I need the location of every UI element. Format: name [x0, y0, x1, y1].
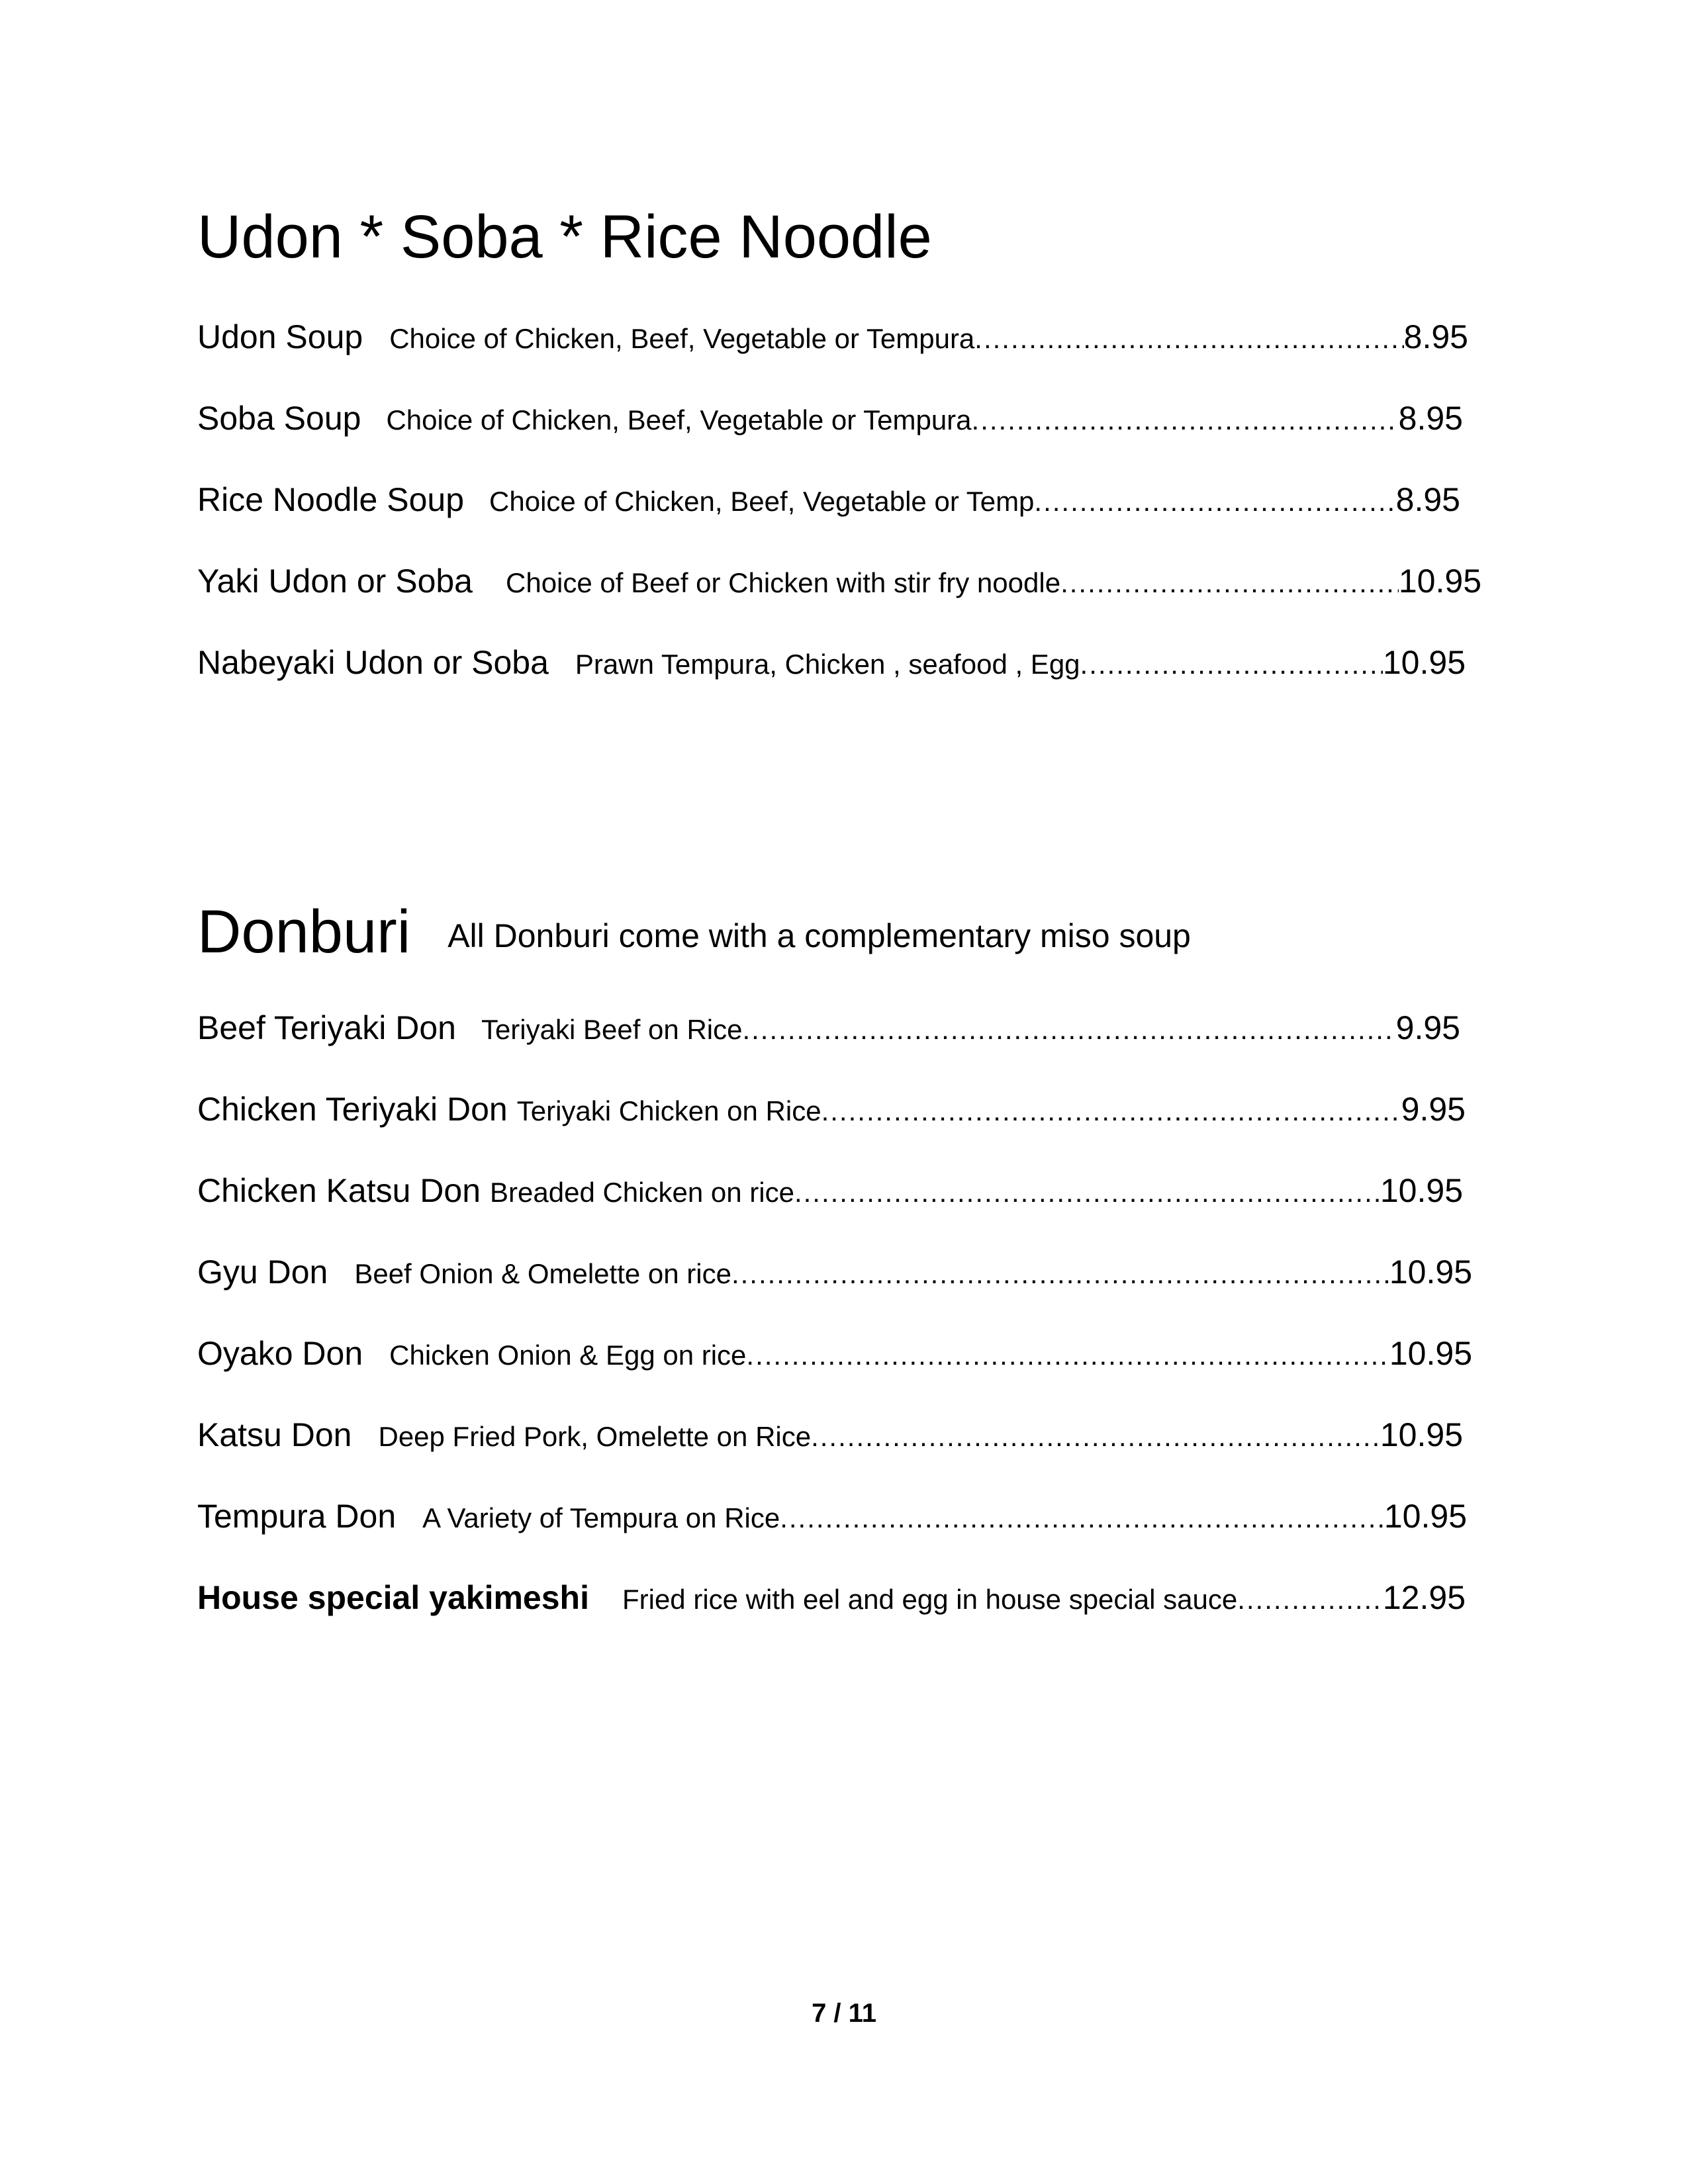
item-name: Soba Soup [197, 400, 361, 437]
menu-item [197, 1171, 1463, 1218]
item-description: Fried rice with eel and egg in house special sauce [622, 1584, 1238, 1615]
item-description: Deep Fried Pork, Omelette on Rice [378, 1421, 812, 1452]
item-name: House special yakimeshi [197, 1579, 589, 1616]
item-name: Chicken Katsu Don [197, 1172, 481, 1209]
leader-dots [972, 404, 1399, 436]
item-description: Teriyaki Chicken on Rice [516, 1095, 821, 1126]
menu-item [197, 1334, 1472, 1381]
item-name: Beef Teriyaki Don [197, 1009, 456, 1046]
leader-dots [811, 1421, 1380, 1453]
menu-item [197, 480, 1460, 527]
item-description: Breaded Chicken on rice [490, 1177, 794, 1208]
leader-dots [974, 323, 1403, 355]
item-price: 10.95 [1380, 1172, 1463, 1209]
section-title-text: Udon * Soba * Rice Noodle [197, 203, 932, 271]
leader-dots [780, 1502, 1384, 1534]
item-name: Nabeyaki Udon or Soba [197, 644, 549, 681]
leader-dots [742, 1014, 1395, 1046]
item-price: 12.95 [1382, 1579, 1466, 1616]
item-price: 10.95 [1382, 644, 1466, 681]
menu-item [197, 399, 1463, 445]
leader-dots [1237, 1584, 1383, 1615]
leader-dots [821, 1095, 1401, 1127]
item-description: Chicken Onion & Egg on rice [389, 1340, 747, 1371]
item-name: Katsu Don [197, 1416, 352, 1453]
item-price: 10.95 [1389, 1335, 1472, 1372]
menu-item [197, 562, 1481, 608]
menu-item [197, 1009, 1460, 1055]
section-note: All Donburi come with a complementary miso soup [447, 917, 1191, 954]
item-name: Tempura Don [197, 1498, 397, 1535]
item-description: Choice of Chicken, Beef, Vegetable or Temp [489, 486, 1035, 517]
leader-dots [1080, 649, 1383, 680]
item-name: Gyu Don [197, 1253, 328, 1291]
item-price: 10.95 [1380, 1416, 1463, 1453]
item-description: Choice of Chicken, Beef, Vegetable or Tempura [389, 323, 975, 354]
menu-item [197, 1497, 1467, 1543]
menu-item [197, 1090, 1466, 1136]
section-title-noodles [197, 203, 932, 271]
item-name: Udon Soup [197, 318, 363, 355]
menu-item [197, 318, 1468, 364]
menu-item [197, 1416, 1463, 1462]
item-price: 10.95 [1398, 563, 1481, 600]
item-name: Oyako Don [197, 1335, 363, 1372]
menu-item [197, 643, 1466, 690]
item-price: 8.95 [1395, 481, 1460, 518]
menu-item [197, 1578, 1466, 1625]
item-description: Choice of Beef or Chicken with stir fry noodle [506, 567, 1061, 598]
item-description: Choice of Chicken, Beef, Vegetable or Tempura [386, 404, 972, 435]
item-description: Teriyaki Beef on Rice [481, 1014, 743, 1045]
item-price: 10.95 [1383, 1498, 1467, 1535]
leader-dots [794, 1177, 1380, 1208]
section-title-donburi [197, 898, 1191, 966]
page-number: 7 / 11 [812, 1999, 876, 2028]
leader-dots [1060, 567, 1399, 599]
item-description: A Variety of Tempura on Rice [422, 1502, 780, 1533]
item-price: 9.95 [1401, 1091, 1466, 1128]
menu-item [197, 1253, 1472, 1299]
leader-dots [746, 1340, 1389, 1371]
item-name: Chicken Teriyaki Don [197, 1091, 508, 1128]
item-description: Beef Onion & Omelette on rice [354, 1258, 731, 1289]
leader-dots [1034, 486, 1395, 518]
item-name: Rice Noodle Soup [197, 481, 465, 518]
item-price: 8.95 [1403, 318, 1468, 355]
section-title-text: Donburi [197, 898, 411, 966]
item-price: 8.95 [1398, 400, 1463, 437]
item-description: Prawn Tempura, Chicken , seafood , Egg [575, 649, 1080, 680]
leader-dots [731, 1258, 1389, 1290]
item-price: 9.95 [1395, 1009, 1460, 1046]
item-price: 10.95 [1389, 1253, 1472, 1291]
item-name: Yaki Udon or Soba [197, 563, 473, 600]
